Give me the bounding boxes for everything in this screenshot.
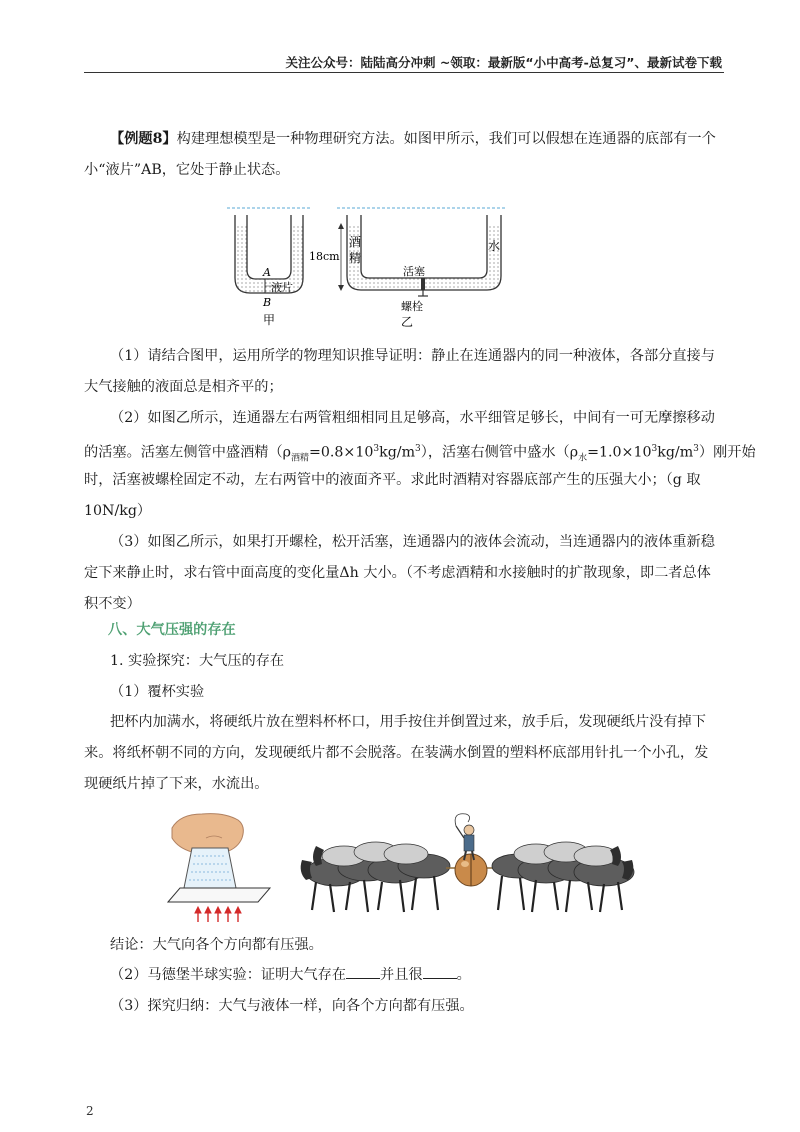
man-with-whip-icon <box>455 814 474 860</box>
experiment-desc-line1: 把杯内加满水，将硬纸片放在塑料杯杯口，用手按住并倒置过来，放手后，发现硬纸片没有掉下 <box>110 714 706 730</box>
question-2-line2: 的活塞。活塞左侧管中盛酒精$(\rho_{酒精}=0.8\times 10^3kg/m^3)$，活塞右侧管中盛水$(\rho_水=1.0\times 10^3kg/m^3)$刚开始 <box>84 444 756 464</box>
question-2-line4: 10N/kg） <box>84 503 152 519</box>
question-3-line2: 定下来静止时，求右管中面高度的变化量Δh 大小。（不考虑酒精和水接触时的扩散现象，即二者总体 <box>84 565 711 581</box>
question-2-line1: （2）如图乙所示，连通器左右两管粗细相同且足够高，水平细管足够长，中间有一可无摩擦移动 <box>110 410 715 426</box>
page-number: 2 <box>86 1104 94 1118</box>
label-shui: 水 <box>488 239 501 253</box>
page-header: 关注公众号：陆陆高分冲刺 ~领取：最新版“小中高考-总复习”、最新试卷下载 <box>285 55 722 70</box>
label-jiujing-2: 精 <box>349 251 362 265</box>
label-jiujing-1: 酒 <box>349 235 362 249</box>
question-3-line1: （3）如图乙所示，如果打开螺栓，松开活塞，连通器内的液体会流动，当连通器内的液体重新稳 <box>110 534 715 550</box>
answer-blank-1[interactable] <box>346 964 380 979</box>
hand-icon <box>172 814 243 852</box>
right-horse-team-icon <box>492 842 634 912</box>
answer-blank-2[interactable] <box>423 964 457 979</box>
connected-vessel-figure <box>225 190 505 332</box>
section-sub-1: （1）覆杯实验 <box>110 684 205 700</box>
caption-yi: 乙 <box>401 315 414 329</box>
caption-jia: 甲 <box>263 313 276 327</box>
vessel-jia <box>227 208 311 293</box>
paper-card-icon <box>168 888 270 902</box>
header-divider <box>84 72 724 73</box>
question-1-line2: 大气接触的液面总是相齐平的； <box>84 379 283 395</box>
example-intro-line1: 【例题8】构建理想模型是一种物理研究方法。如图甲所示，我们可以假想在连通器的底部有一个 <box>110 131 716 147</box>
experiment-desc-line2: 来。将纸杯朝不同的方向，发现硬纸片都不会脱落。在装满水倒置的塑料杯底部用针扎一个小孔，发 <box>84 745 709 761</box>
section-heading: 八、大气压强的存在 <box>108 622 236 638</box>
vessel-yi <box>337 208 505 296</box>
question-3-line3: 积不变） <box>84 596 141 612</box>
label-18cm: 18cm <box>309 250 340 263</box>
label-B: B <box>263 296 272 309</box>
section-sub-2: （2）马德堡半球实验：证明大气存在 并且很 。 <box>110 960 471 990</box>
left-horse-team-icon <box>301 842 450 912</box>
conclusion-text: 结论：大气向各个方向都有压强。 <box>110 937 323 953</box>
question-1-line1: （1）请结合图甲，运用所学的物理知识推导证明：静止在连通器内的同一种液体，各部分直接与 <box>110 348 715 364</box>
cup-icon <box>184 848 236 888</box>
upward-pressure-arrows <box>195 907 241 922</box>
section-item-1: 1. 实验探究：大气压的存在 <box>110 653 285 669</box>
example-label: 【例题8】 <box>110 131 177 147</box>
experiment-desc-line3: 现硬纸片掉了下来，水流出。 <box>84 776 269 792</box>
label-A: A <box>263 266 271 279</box>
inverted-cup-illustration <box>162 808 274 926</box>
example-intro-line2: 小“液片”AB，它处于静止状态。 <box>84 162 290 178</box>
hemisphere-sphere-icon <box>455 854 487 886</box>
label-luoshuan: 螺栓 <box>401 300 423 313</box>
label-yepian: 液片 <box>271 281 293 294</box>
question-2-line3: 时，活塞被螺栓固定不动，左右两管中的液面齐平。求此时酒精对容器底部产生的压强大小；（g 取 <box>84 472 701 488</box>
label-huosai: 活塞 <box>403 265 425 278</box>
section-sub-3: （3）探究归纳：大气与液体一样，向各个方向都有压强。 <box>110 998 474 1014</box>
magdeburg-hemispheres-illustration <box>296 810 638 920</box>
